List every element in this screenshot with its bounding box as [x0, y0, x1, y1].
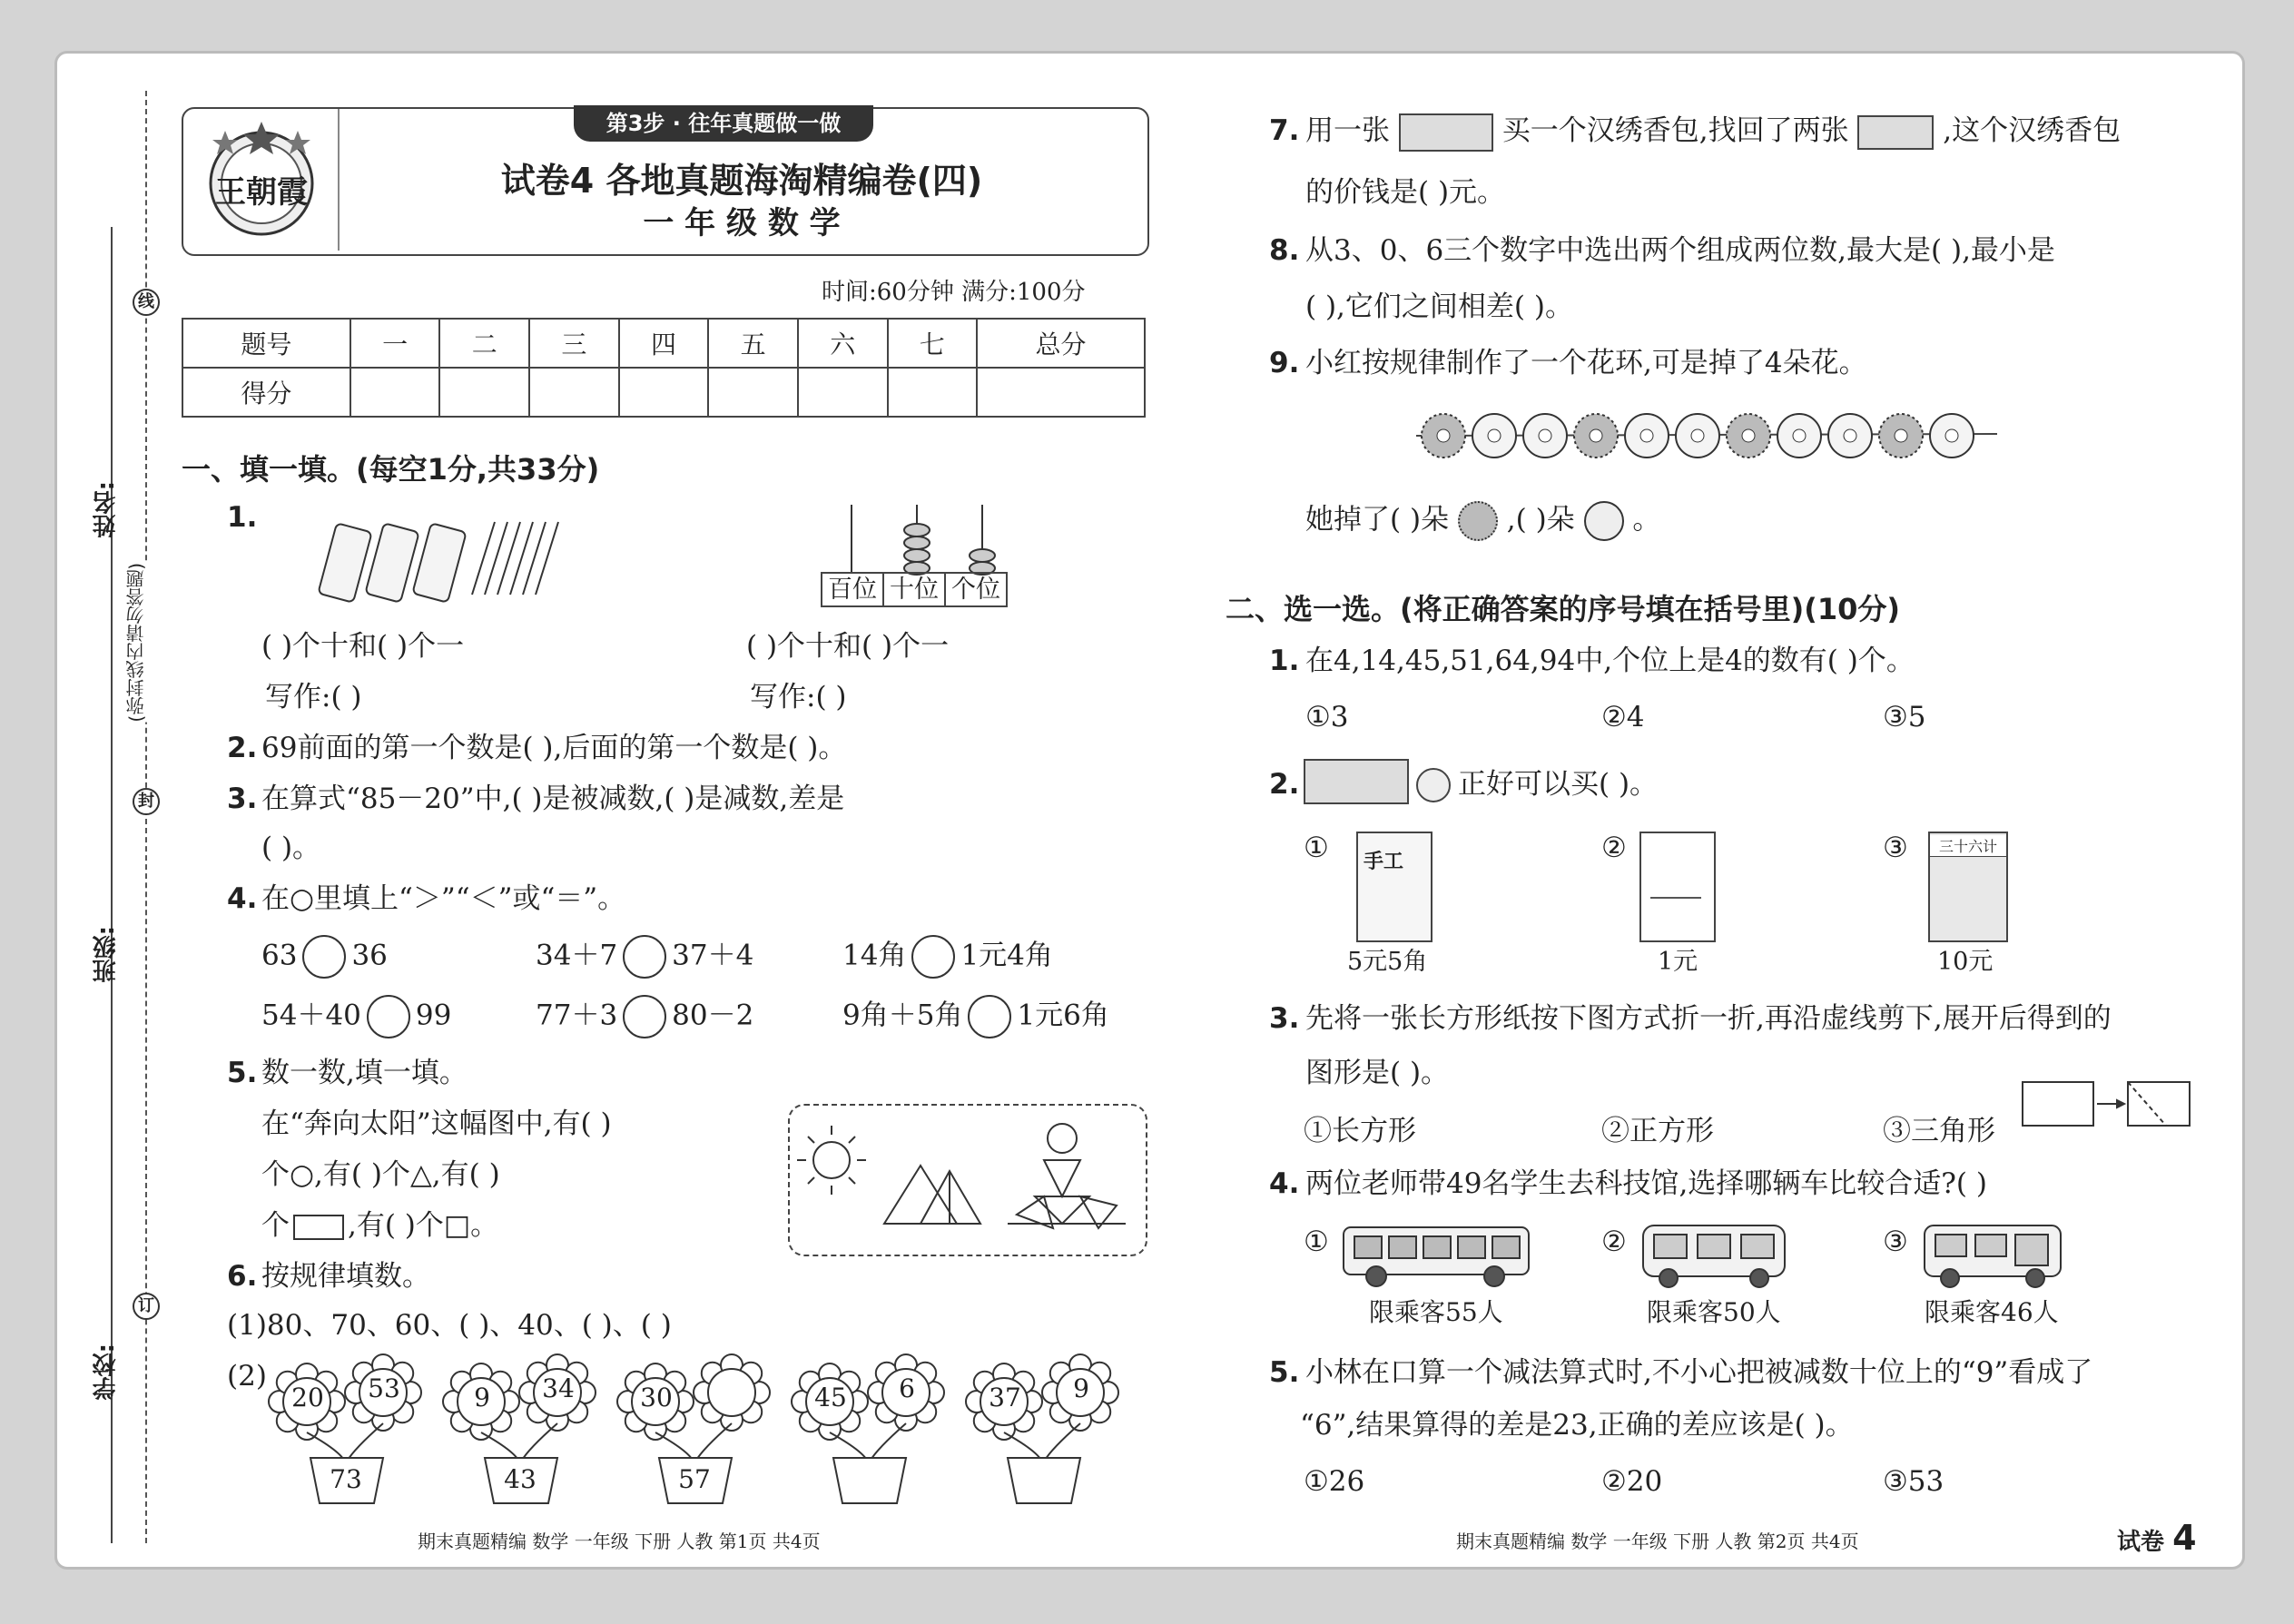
pot-right-number: 6: [899, 1373, 915, 1403]
c4-option-tag[interactable]: ①: [1304, 1225, 1329, 1258]
abacus-label-hundreds: 百位: [821, 572, 884, 607]
rectangle-shape-icon: [293, 1215, 344, 1240]
storybook-title: 三十六计: [1930, 835, 2006, 857]
flower-garland: [1416, 399, 1997, 472]
c5-line1: 小林在口算一个减法算式时,不小心把被减数十位上的“9”看成了: [1305, 1356, 2093, 1389]
garland-flower-center: [1895, 429, 1907, 442]
binding-seal-mark: 封: [133, 788, 160, 815]
score-header-cell: 四: [619, 319, 709, 368]
bus-capacity-label: 限乘客46人: [1925, 1297, 2059, 1327]
garland-flower-center: [1945, 429, 1958, 442]
q8-line1[interactable]: 从3、0、6三个数字中选出两个组成两位数,最大是( ),最小是: [1305, 234, 2055, 267]
garland-flower-center: [1640, 429, 1653, 442]
score-cell[interactable]: [529, 368, 619, 417]
compare-right: 1元4角: [960, 939, 1053, 972]
right-footer: 期末真题精编 数学 一年级 下册 人教 第2页 共4页: [1456, 1530, 1859, 1552]
q7-line2[interactable]: 的价钱是( )元。: [1305, 176, 1506, 209]
c5-option[interactable]: ②20: [1601, 1465, 1663, 1498]
c4-text[interactable]: 两位老师带49名学生去科技馆,选择哪辆车比较合适?( ): [1305, 1167, 1987, 1200]
abacus-label-tens: 十位: [884, 572, 946, 607]
pot-left-number: 45: [814, 1383, 847, 1412]
fold-cut-icon: [2021, 1077, 2193, 1131]
c4-number: 4.: [1269, 1167, 1300, 1200]
q9-answer-a: 她掉了( )朵: [1305, 503, 1450, 536]
garland-flower-center: [1844, 429, 1856, 442]
step-badge: 第3步 · 往年真题做一做: [574, 105, 873, 142]
c1-option[interactable]: ③5: [1883, 701, 1926, 733]
c3-number: 3.: [1269, 1002, 1300, 1035]
craft-book-icon[interactable]: [1356, 832, 1433, 942]
binding-line-mark: 线: [133, 289, 160, 316]
c2-number: 2.: [1269, 768, 1300, 801]
class-label: 班级:: [93, 926, 120, 983]
binding-bind-mark: 订: [133, 1293, 160, 1320]
corner-label: [2117, 1518, 2197, 1558]
q9-answer-b: ,( )朵: [1506, 503, 1575, 536]
c4-option-tag[interactable]: ②: [1601, 1225, 1627, 1258]
q2-number: 2.: [227, 732, 258, 764]
banknote-20-icon: [1857, 115, 1934, 150]
q6-text: 按规律填数。: [261, 1260, 430, 1293]
score-header-cell: 五: [708, 319, 798, 368]
c2-option-tag[interactable]: ②: [1601, 832, 1627, 864]
c3-line1: 先将一张长方形纸按下图方式折一折,再沿虚线剪下,展开后得到的: [1305, 1002, 2112, 1035]
sun-picture-box: [788, 1104, 1147, 1256]
pot-numbers: [267, 1351, 1138, 1505]
garland-flower-center: [1590, 429, 1602, 442]
q3-line1[interactable]: 在算式“85－20”中,( )是被减数,( )是减数,差是: [261, 782, 845, 815]
c5-option[interactable]: ③53: [1883, 1465, 1944, 1498]
c2-option-price: 1元: [1658, 948, 1698, 976]
pot-right-number: 9: [1073, 1373, 1089, 1403]
q1-right-row2[interactable]: 写作:( ): [750, 681, 847, 714]
c3-option[interactable]: ③三角形: [1883, 1115, 1995, 1147]
c5-line2[interactable]: “6”,结果算得的差是23,正确的差应该是( )。: [1300, 1409, 1854, 1442]
q5-line2[interactable]: 个○,有( )个△,有( ): [261, 1158, 500, 1191]
page-title: 试卷4 各地真题海淘精编卷(四): [500, 161, 983, 201]
logo-text: 王朝霞: [215, 174, 308, 211]
q9-text: 小红按规律制作了一个花环,可是掉了4朵花。: [1305, 347, 1867, 379]
compare-left: 9角＋5角: [842, 999, 963, 1032]
q5-line3[interactable]: [261, 1207, 498, 1244]
compare-left: 14角: [842, 939, 907, 972]
coach-bus-icon: [1921, 1222, 2064, 1289]
q4-text: 在○里填上“＞”“＜”或“＝”。: [261, 882, 626, 915]
compare-circle[interactable]: [911, 935, 955, 979]
score-header-cell: 总分: [977, 319, 1145, 368]
q9-answer[interactable]: [1305, 501, 1660, 541]
compare-left: 63: [261, 939, 298, 972]
c1-text[interactable]: 在4,14,45,51,64,94中,个位上是4的数有( )个。: [1305, 645, 1915, 677]
garland-flower-center: [1793, 429, 1806, 442]
corner-label-text: 试卷: [2117, 1529, 2165, 1556]
compare-right: 80－2: [672, 999, 754, 1032]
score-header-cell: 一: [350, 319, 440, 368]
c4-option-tag[interactable]: ③: [1883, 1225, 1908, 1258]
q2-text[interactable]: 69前面的第一个数是( ),后面的第一个数是( )。: [261, 732, 847, 764]
c1-number: 1.: [1269, 645, 1300, 677]
compare-left: 77＋3: [536, 999, 618, 1032]
c2-option-tag[interactable]: ③: [1883, 832, 1908, 864]
q3-line2[interactable]: ( )。: [261, 832, 321, 864]
bus-option-3[interactable]: [1921, 1222, 2064, 1289]
q7-text-c: ,这个汉绣香包: [1943, 114, 2122, 147]
garland-flower-center: [1437, 429, 1450, 442]
q6-part2-label: (2): [227, 1360, 267, 1393]
score-header-cell: 二: [439, 319, 529, 368]
minibus-icon: [1638, 1222, 1790, 1289]
pot-left-number: 9: [474, 1383, 490, 1412]
compare-item: [261, 995, 451, 1038]
compare-circle[interactable]: [302, 935, 346, 979]
compare-item: [261, 935, 388, 979]
c2-text[interactable]: 正好可以买( )。: [1458, 768, 1659, 801]
q5-line1[interactable]: 在“奔向太阳”这幅图中,有( ): [261, 1107, 612, 1140]
fold-diagram: [2021, 1077, 2193, 1131]
banknote-50-icon: [1399, 113, 1493, 152]
abacus-label-ones: 个位: [946, 572, 1008, 607]
stick-bundle-icon: [318, 508, 572, 608]
c2-option-price: 10元: [1937, 948, 1994, 976]
score-cell[interactable]: [888, 368, 978, 417]
section-1-heading: 一、填一填。(每空1分,共33分): [182, 452, 600, 487]
score-header-cell: 七: [888, 319, 978, 368]
score-cell[interactable]: [350, 368, 440, 417]
garland-flower-center: [1539, 429, 1551, 442]
q3-number: 3.: [227, 782, 258, 815]
c5-number: 5.: [1269, 1356, 1300, 1389]
craft-book-title: 手工: [1364, 851, 1404, 873]
q9-number: 9.: [1269, 347, 1300, 379]
school-label: 学校:: [93, 1343, 120, 1401]
q8-number: 8.: [1269, 234, 1300, 267]
pot-right-number: 34: [542, 1373, 575, 1403]
score-header-cell: 六: [798, 319, 888, 368]
q7-text-b: 买一个汉绣香包,找回了两张: [1501, 114, 1849, 147]
pot-left-number: 37: [989, 1383, 1021, 1412]
score-cell[interactable]: [619, 368, 709, 417]
bus-capacity-label: 限乘客55人: [1369, 1297, 1503, 1327]
q1-right-row1[interactable]: ( )个十和( )个一: [746, 630, 950, 663]
bus-option-1[interactable]: [1340, 1222, 1532, 1289]
c1-option[interactable]: ②4: [1601, 701, 1645, 733]
name-label: 姓名:: [93, 481, 120, 538]
garland-flower-center: [1488, 429, 1501, 442]
compare-item: [842, 995, 1109, 1038]
notebook-icon[interactable]: [1639, 832, 1716, 942]
compare-left: 54＋40: [261, 999, 361, 1032]
score-cell[interactable]: [977, 368, 1145, 417]
compare-item: [842, 935, 1053, 979]
pot-left-number: 20: [291, 1383, 324, 1412]
score-header-cell: 三: [529, 319, 619, 368]
compare-item: [536, 995, 753, 1038]
q1-number: 1.: [227, 501, 258, 534]
pot-left-number: 30: [640, 1383, 673, 1412]
c3-option[interactable]: ①长方形: [1304, 1115, 1416, 1147]
left-footer: 期末真题精编 数学 一年级 下册 人教 第1页 共4页: [418, 1530, 821, 1552]
c3-option[interactable]: ②正方形: [1601, 1115, 1714, 1147]
q7-number: 7.: [1269, 114, 1300, 147]
pot-base-number: 57: [678, 1464, 711, 1494]
compare-right: 99: [415, 999, 452, 1032]
compare-right: 37＋4: [672, 939, 754, 972]
q7-line1[interactable]: [1305, 113, 2121, 152]
q8-line2[interactable]: ( ),它们之间相差( )。: [1305, 290, 1573, 323]
q5-line3-start: 个: [261, 1209, 290, 1242]
coin-5-icon: [1416, 768, 1451, 802]
q9-answer-c: 。: [1632, 503, 1661, 536]
section-2-heading: 二、选一选。(将正确答案的序号填在括号里)(10分): [1226, 592, 1901, 626]
pot-base-number: 73: [330, 1464, 362, 1494]
bus-option-2[interactable]: [1638, 1222, 1790, 1289]
score-table: [182, 318, 1146, 418]
c5-option[interactable]: ①26: [1304, 1465, 1365, 1498]
binding-note: (弥封线内请勿答题): [123, 563, 149, 723]
c3-line2[interactable]: 图形是( )。: [1305, 1057, 1450, 1089]
page-subtitle: 一 年 级 数 学: [643, 205, 841, 241]
q6-part1[interactable]: (1)80、70、60、( )、40、( )、( ): [227, 1309, 672, 1342]
score-cell[interactable]: [439, 368, 529, 417]
pot-right-number: 53: [368, 1373, 400, 1403]
c1-option[interactable]: ①3: [1305, 701, 1349, 733]
q7-text-a: 用一张: [1305, 114, 1390, 147]
city-bus-icon: [1340, 1222, 1532, 1289]
compare-item: [536, 935, 753, 979]
q5-text: 数一数,填一填。: [261, 1057, 468, 1089]
compare-right: 36: [351, 939, 388, 972]
bus-capacity-label: 限乘客50人: [1647, 1297, 1781, 1327]
compare-circle[interactable]: [367, 995, 410, 1038]
compare-left: 34＋7: [536, 939, 618, 972]
score-header-cell: 题号: [182, 319, 350, 368]
q6-number: 6.: [227, 1260, 258, 1293]
logo: [189, 116, 334, 243]
q5-number: 5.: [227, 1057, 258, 1089]
score-row-label: 得分: [182, 368, 350, 417]
q5-line3-end: ,有( )个□。: [348, 1209, 499, 1242]
compare-circle[interactable]: [968, 995, 1011, 1038]
q1-left-row1[interactable]: ( )个十和( )个一: [261, 630, 465, 663]
q1-left-row2[interactable]: 写作:( ): [265, 681, 362, 714]
time-info: 时间:60分钟 满分:100分: [822, 279, 1086, 306]
garland-flower-center: [1691, 429, 1704, 442]
dark-flower-icon: [1458, 501, 1498, 541]
pot-base-number: 43: [504, 1464, 537, 1494]
score-cell[interactable]: [708, 368, 798, 417]
c2-option-price: 5元5角: [1347, 948, 1428, 976]
corner-label-number: 4: [2172, 1518, 2197, 1558]
compare-right: 1元6角: [1017, 999, 1109, 1032]
garland-flower-center: [1742, 429, 1755, 442]
compare-circle[interactable]: [623, 935, 666, 979]
q4-number: 4.: [227, 882, 258, 915]
notebook-line: [1650, 897, 1701, 899]
c2-option-tag[interactable]: ①: [1304, 832, 1329, 864]
running-to-sun-icon: [790, 1106, 1146, 1255]
storybook-icon[interactable]: [1928, 832, 2008, 942]
abacus-labels: [821, 572, 1008, 607]
light-flower-icon: [1584, 501, 1624, 541]
stick-bundles: [318, 508, 572, 608]
banknote-5-icon: [1304, 759, 1409, 804]
garland-icon: [1416, 399, 1997, 472]
compare-circle[interactable]: [623, 995, 666, 1038]
score-cell[interactable]: [798, 368, 888, 417]
